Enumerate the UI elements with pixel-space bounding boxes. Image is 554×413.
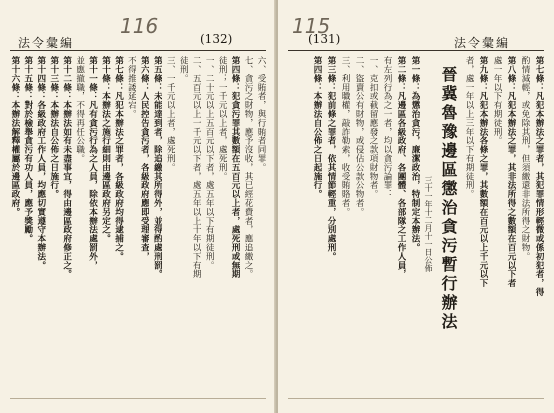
text-column: 第十二條：本辦法如有未盡事宜，得由邊區政府修正之。 (61, 56, 72, 279)
left-page (0, 0, 276, 413)
text-column: 第三條：犯前條之罪者，依其情節輕重，分別處刑。 (326, 56, 336, 261)
left-header-title: 法令彙編 (18, 36, 75, 50)
text-column: 一、克扣或截留應發之款項財物者。 (368, 56, 378, 199)
text-column: 酌情減輕，或免除其刑，但須繳還非法所得之財物。 (520, 56, 530, 261)
text-column: 第十一條：凡有貪污行為之人員，除依本辦法處罰外， (87, 56, 98, 270)
text-column: 徒刑。 (178, 56, 189, 83)
text-column: 第七條：凡犯本辦法之罪者，各級政府均得逮捕之。 (113, 56, 124, 261)
right-handwritten-page-number: 115 (292, 14, 331, 38)
right-body-text (288, 56, 544, 386)
text-column: 七、貪污之財物，應予沒收，其已經花費者，應追繳之。 (243, 56, 254, 279)
text-column: 並應撤職，不得再任公職。 (74, 56, 85, 163)
text-column: 第十四條：各級政府工作人員，均應切實遵守本辦法。 (35, 56, 46, 270)
text-column: 三、一千元以上者，處死刑。 (165, 56, 176, 172)
promulgation-date: 三十一年十二月十一日公佈 (424, 176, 433, 272)
left-bottom-rule (10, 398, 266, 399)
text-column: 第五條：未能達到者，除追繳其所得外，並得酌處刑罰。 (152, 56, 163, 279)
right-header-rule (288, 50, 544, 51)
text-column: 第六條：人民控告貪污者，各級政府應即受理審查， (139, 56, 150, 261)
right-header-title: 法令彙編 (454, 36, 511, 50)
text-column: 第四條：犯貪污罪其數額在五百元以上者，處死刑或無期 (230, 56, 241, 279)
text-column: 徒刑；一千元以上者，處死刑。 (217, 56, 228, 181)
right-bottom-rule (288, 398, 544, 399)
right-page (278, 0, 554, 413)
text-column: 處一年以下有期徒刑。 (492, 56, 502, 145)
left-header-rule (10, 50, 266, 51)
left-handwritten-page-number: 116 (120, 14, 159, 38)
text-column: 者，處一年以上三年以下有期徒刑。 (464, 56, 474, 199)
text-column: 第十條：本辦法之施行細則由邊區政府另定之。 (100, 56, 111, 243)
text-column: 一、二十元以上五百元以下者，處五年以下有期徒刑。 (204, 56, 215, 270)
text-column: 第二條：凡邊區各級政府、各團體、各部隊之工作人員， (396, 56, 406, 279)
text-column: 不得推諉延宕。 (126, 56, 137, 119)
text-column: 第一條：為懲治貪污，廉潔政治，特制定本辦法。 (410, 56, 420, 252)
text-column: 第七條：凡犯本辦法之罪者，其犯罪情形輕微或係初犯者，得 (534, 56, 544, 297)
text-column: 第八條：凡犯本辦法之罪，其非法所得之數額在百元以下者 (506, 56, 516, 288)
left-body-text (10, 56, 266, 386)
text-column: 第九條：凡犯本辦法各條之罪，其數額在百元以上千元以下 (478, 56, 488, 288)
left-page-number: (132) (200, 32, 233, 46)
text-column: 第十六條：本辦法解釋權屬於邊區政府。 (10, 56, 20, 217)
right-page-number: (131) (308, 32, 341, 46)
text-column: 第四條：本辦法自公佈之日起施行。 (312, 56, 322, 199)
document-title: 晉冀魯豫邊區懲治貪污暫行辦法 (439, 66, 458, 332)
text-column: 第十五條：對於檢舉貪污有功人員，應予獎勵。 (22, 56, 33, 243)
text-column: 第十三條：本辦法自公佈之日施行。 (48, 56, 59, 199)
text-column: 有左列行為之一者，均以貪污論罪： (382, 56, 392, 199)
text-column: 二、盜賣公有財物，或侵佔公款公物者。 (354, 56, 364, 217)
text-column: 三、利用職權，敲詐勒索，收受賄賂者。 (340, 56, 350, 217)
text-column: 六、受賄者，與行賄者同罪。 (256, 56, 266, 172)
text-column: 二、五百元以上一千元以下者，處五年以上十年以下有期 (191, 56, 202, 279)
